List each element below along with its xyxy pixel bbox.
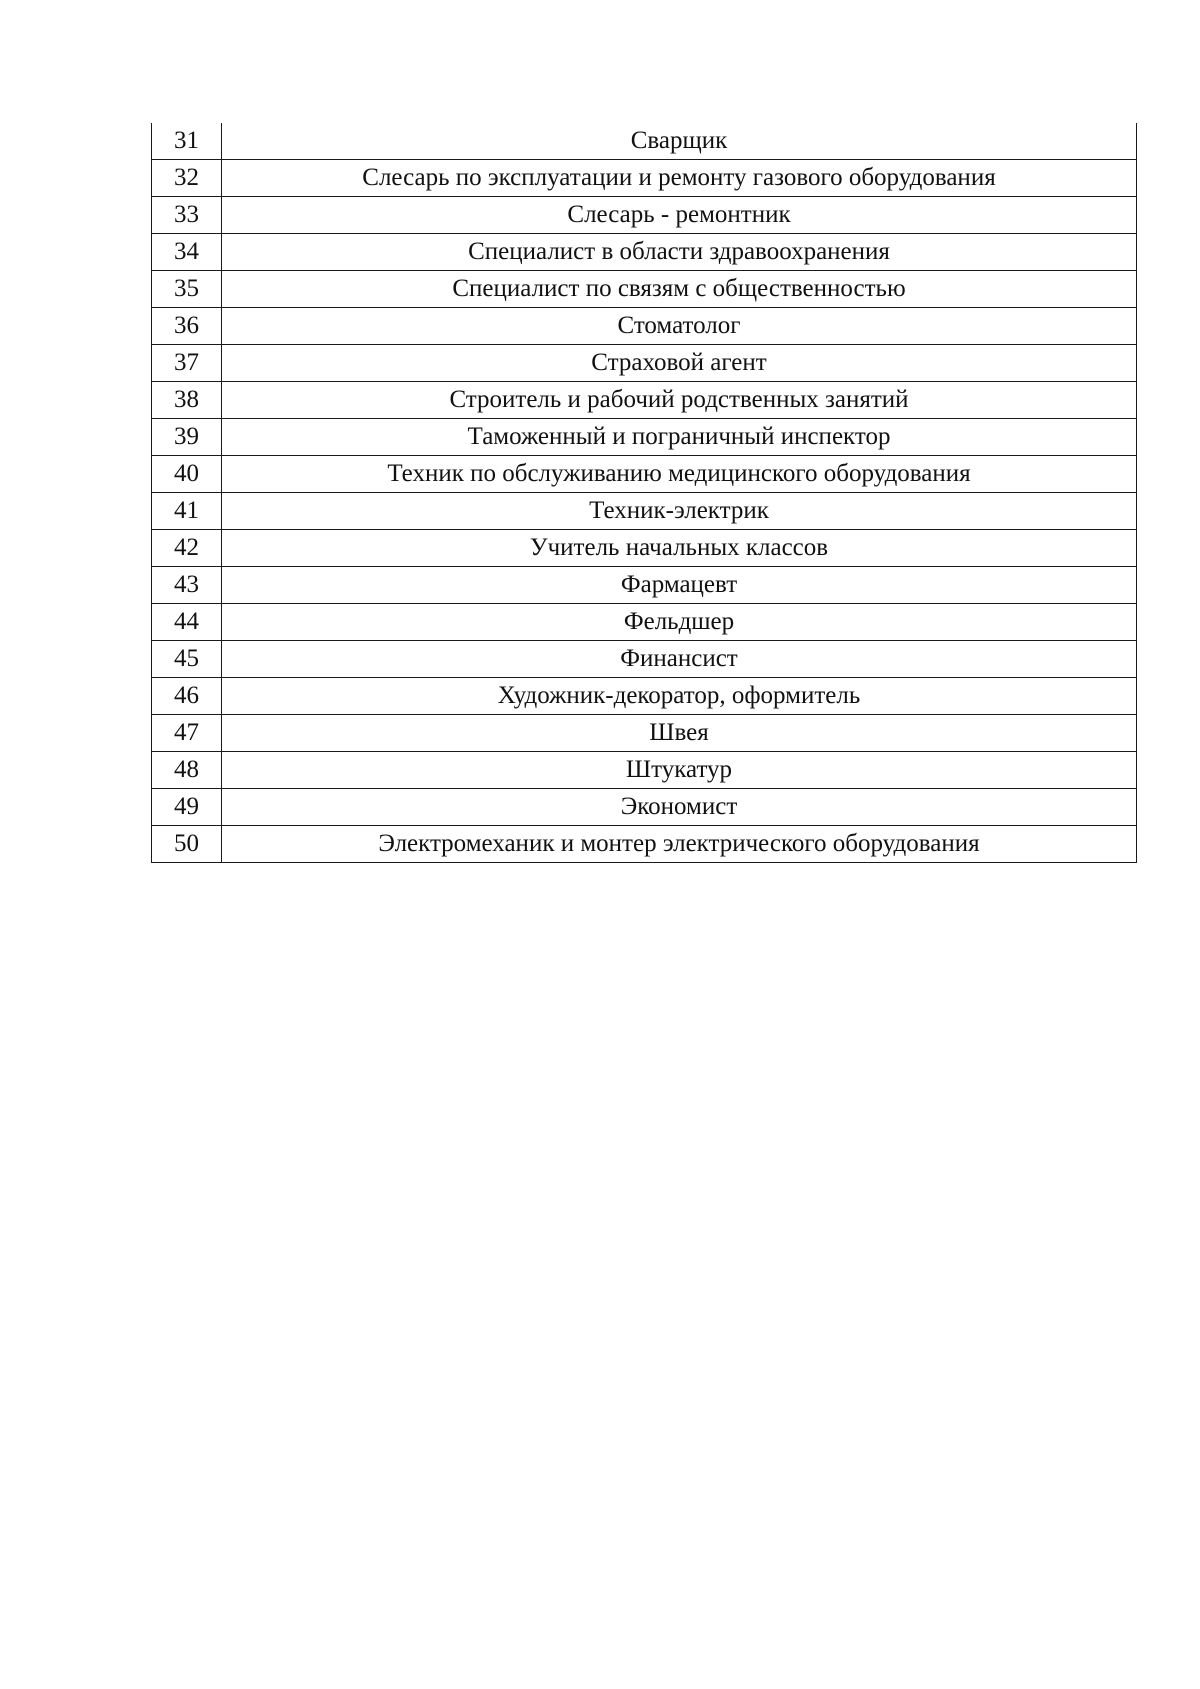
row-number: 42 bbox=[152, 530, 222, 567]
table-row bbox=[152, 641, 1137, 678]
profession-name: Слесарь - ремонтник bbox=[222, 197, 1137, 234]
table-row bbox=[152, 160, 1137, 197]
table-row bbox=[152, 752, 1137, 789]
profession-name: Таможенный и пограничный инспектор bbox=[222, 419, 1137, 456]
row-number: 35 bbox=[152, 271, 222, 308]
professions-table bbox=[151, 123, 1137, 863]
profession-name: Фельдшер bbox=[222, 604, 1137, 641]
profession-name: Строитель и рабочий родственных занятий bbox=[222, 382, 1137, 419]
row-number: 33 bbox=[152, 197, 222, 234]
professions-table-body bbox=[152, 123, 1137, 863]
table-row bbox=[152, 382, 1137, 419]
row-number: 31 bbox=[152, 123, 222, 160]
table-row bbox=[152, 567, 1137, 604]
profession-name: Стоматолог bbox=[222, 308, 1137, 345]
row-number: 46 bbox=[152, 678, 222, 715]
row-number: 45 bbox=[152, 641, 222, 678]
row-number: 34 bbox=[152, 234, 222, 271]
profession-name: Экономист bbox=[222, 789, 1137, 826]
table-row bbox=[152, 493, 1137, 530]
row-number: 40 bbox=[152, 456, 222, 493]
table-row bbox=[152, 456, 1137, 493]
profession-name: Финансист bbox=[222, 641, 1137, 678]
profession-name: Специалист по связям с общественностью bbox=[222, 271, 1137, 308]
row-number: 47 bbox=[152, 715, 222, 752]
table-row bbox=[152, 715, 1137, 752]
professions-table-container bbox=[151, 123, 1136, 863]
row-number: 36 bbox=[152, 308, 222, 345]
profession-name: Швея bbox=[222, 715, 1137, 752]
table-row bbox=[152, 604, 1137, 641]
row-number: 43 bbox=[152, 567, 222, 604]
table-row bbox=[152, 197, 1137, 234]
row-number: 37 bbox=[152, 345, 222, 382]
row-number: 39 bbox=[152, 419, 222, 456]
profession-name: Техник-электрик bbox=[222, 493, 1137, 530]
profession-name: Техник по обслуживанию медицинского оборудования bbox=[222, 456, 1137, 493]
row-number: 38 bbox=[152, 382, 222, 419]
table-row bbox=[152, 789, 1137, 826]
row-number: 49 bbox=[152, 789, 222, 826]
profession-name: Слесарь по эксплуатации и ремонту газового оборудования bbox=[222, 160, 1137, 197]
profession-name: Сварщик bbox=[222, 123, 1137, 160]
table-row bbox=[152, 234, 1137, 271]
profession-name: Электромеханик и монтер электрического оборудования bbox=[222, 826, 1137, 863]
table-row bbox=[152, 123, 1137, 160]
profession-name: Специалист в области здравоохранения bbox=[222, 234, 1137, 271]
table-row bbox=[152, 826, 1137, 863]
table-row bbox=[152, 419, 1137, 456]
row-number: 48 bbox=[152, 752, 222, 789]
table-row bbox=[152, 678, 1137, 715]
profession-name: Штукатур bbox=[222, 752, 1137, 789]
table-row bbox=[152, 271, 1137, 308]
row-number: 44 bbox=[152, 604, 222, 641]
profession-name: Учитель начальных классов bbox=[222, 530, 1137, 567]
profession-name: Страховой агент bbox=[222, 345, 1137, 382]
profession-name: Художник-декоратор, оформитель bbox=[222, 678, 1137, 715]
row-number: 41 bbox=[152, 493, 222, 530]
row-number: 32 bbox=[152, 160, 222, 197]
table-row bbox=[152, 530, 1137, 567]
profession-name: Фармацевт bbox=[222, 567, 1137, 604]
table-row bbox=[152, 308, 1137, 345]
row-number: 50 bbox=[152, 826, 222, 863]
table-row bbox=[152, 345, 1137, 382]
